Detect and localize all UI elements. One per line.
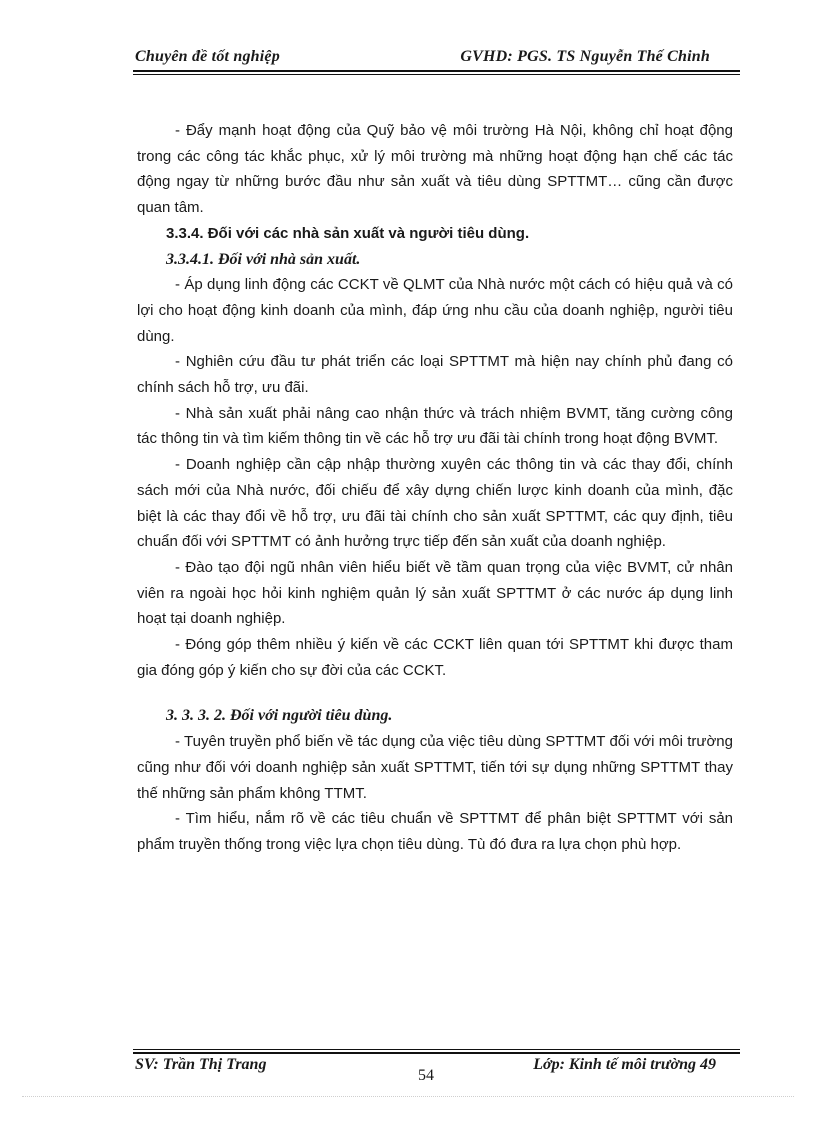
header-supervisor: GVHD: PGS. TS Nguyễn Thế Chinh	[460, 48, 710, 65]
body-text	[137, 118, 733, 858]
list-item: - Đào tạo đội ngũ nhân viên hiểu biết về tầm quan trọng của việc BVMT, cử nhân viên ra ngoài học hỏi kinh nghiệm quản lý sản xuất SPTTMT ở các nước áp dụng linh hoạt tại doanh nghiệp.	[137, 558, 733, 628]
paragraph: - Đẩy mạnh hoạt động của Quỹ bảo vệ môi trường Hà Nội, không chỉ hoạt động trong các công tác khắc phục, xử lý môi trường mà những hoạt động hạn chế các tác động ngay từ những bước đầu như sản xuất và tiêu dùng SPTTMT… cũng cần được quan tâm.	[137, 122, 733, 217]
footer-rule-thin	[133, 1049, 740, 1050]
header-rule-thick	[133, 70, 740, 72]
page-bottom-divider	[22, 1096, 794, 1097]
list-item: - Doanh nghiệp cần cập nhập thường xuyên các thông tin và các thay đổi, chính sách mới của Nhà nước, đối chiếu để xây dựng chiến lược kinh doanh của mình, đặc biệt là các thay đổi về hỗ trợ, ưu đãi tài chính cho sản xuất SPTTMT, các quy định, tiêu chuẩn đối với SPTTMT có ảnh hưởng trực tiếp đến sản xuất của doanh nghiệp.	[137, 456, 733, 551]
page-header	[133, 46, 740, 74]
list-item: - Tìm hiểu, nắm rõ về các tiêu chuẩn về SPTTMT để phân biệt SPTTMT với sản phẩm truyền thống trong việc lựa chọn tiêu dùng. Tù đó đưa ra lựa chọn phù hợp.	[137, 810, 733, 853]
header-thesis-title: Chuyên đề tốt nghiệp	[135, 48, 280, 65]
subsection-heading-producers: 3.3.4.1. Đối với nhà sản xuất.	[166, 250, 361, 268]
list-item: - Áp dụng linh động các CCKT về QLMT của Nhà nước một cách có hiệu quả và có lợi cho hoạt động kinh doanh của mình, đáp ứng nhu cầu của doanh nghiệp, người tiêu dùng.	[137, 276, 733, 345]
page-footer	[133, 1049, 740, 1094]
header-rule-thin	[133, 74, 740, 75]
spacer	[137, 683, 733, 703]
footer-rule-thick	[133, 1052, 740, 1054]
section-heading: 3.3.4. Đối với các nhà sản xuất và người tiêu dùng.	[166, 224, 530, 242]
list-item: - Nghiên cứu đầu tư phát triển các loại SPTTMT mà hiện nay chính phủ đang có chính sách hỗ trợ, ưu đãi.	[137, 353, 733, 397]
list-item: - Nhà sản xuất phải nâng cao nhận thức và trách nhiệm BVMT, tăng cường công tác thông tin và tìm kiếm thông tin về các hỗ trợ ưu đãi tài chính trong hoạt động BVMT.	[137, 404, 733, 448]
footer-class-name: Lớp: Kinh tế môi trường 49	[533, 1056, 716, 1073]
subsection-heading-consumers: 3. 3. 3. 2. Đối với người tiêu dùng.	[166, 707, 393, 725]
list-item: - Đóng góp thêm nhiều ý kiến về các CCKT liên quan tới SPTTMT khi được tham gia đóng góp ý kiến cho sự đời của các CCKT.	[137, 636, 733, 679]
page-number: 54	[418, 1067, 434, 1084]
list-item: - Tuyên truyền phổ biến về tác dụng của việc tiêu dùng SPTTMT đối với môi trường cũng như đối với doanh nghiệp sản xuất SPTTMT, tiến tới sự dụng những SPTTMT thay thế những sản phẩm không TTMT.	[137, 733, 733, 802]
footer-student-name: SV: Trần Thị Trang	[135, 1056, 267, 1073]
